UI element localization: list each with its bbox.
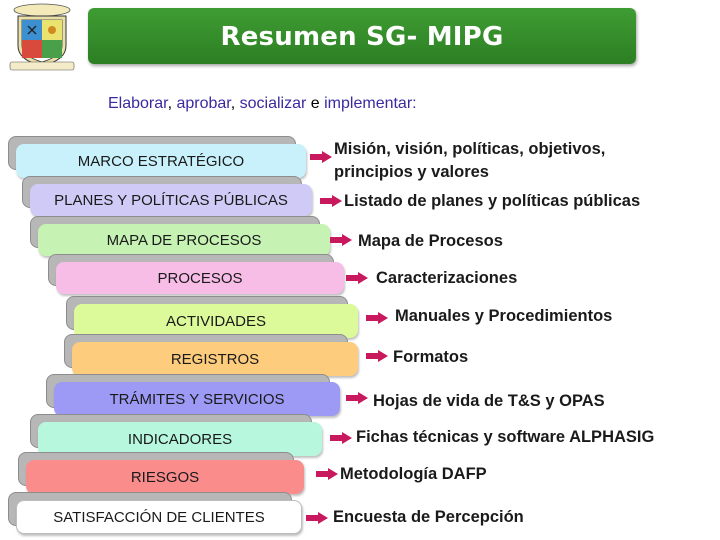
step-label: REGISTROS [170, 350, 260, 368]
step-label: RIESGOS [130, 468, 200, 486]
page-title: Resumen SG- MIPG [220, 22, 504, 52]
step-label: ACTIVIDADES [165, 312, 267, 330]
title-banner [88, 8, 636, 64]
right-arrow-icon [346, 272, 368, 284]
right-arrow-icon [316, 468, 338, 480]
coat-of-arms-icon [4, 2, 80, 74]
step-box [16, 500, 302, 534]
description-planes-politicas: Listado de planes y políticas públicas [344, 192, 641, 210]
right-arrow-icon [306, 512, 328, 524]
description-procesos: Caracterizaciones [376, 269, 518, 287]
step-label: PROCESOS [157, 269, 243, 287]
step-box [54, 382, 340, 416]
description-indicadores: Fichas técnicas y software ALPHASIG [356, 428, 655, 446]
step-box [56, 262, 344, 294]
instruction-subtitle [108, 95, 417, 113]
description-registros: Formatos [393, 348, 469, 366]
right-arrow-icon [330, 432, 352, 444]
step-box [26, 460, 304, 494]
right-arrow-icon [320, 195, 342, 207]
step-box [38, 224, 330, 256]
right-arrow-icon [310, 151, 332, 163]
verb-elaborar: Elaborar [108, 95, 168, 112]
step-label: SATISFACCIÓN DE CLIENTES [53, 508, 265, 526]
description-tramites-servicios: Hojas de vida de T&S y OPAS [373, 392, 605, 410]
step-label: MARCO ESTRATÉGICO [77, 152, 245, 170]
step-label: INDICADORES [127, 430, 233, 448]
description-actividades: Manuales y Procedimientos [395, 307, 613, 325]
description-satisfaccion-clientes: Encuesta de Percepción [333, 508, 524, 526]
step-box [72, 342, 358, 376]
step-box [30, 184, 312, 216]
step-box [74, 304, 358, 338]
verb-implementar: implementar: [324, 95, 417, 112]
step-label: MAPA DE PROCESOS [106, 231, 262, 249]
verb-socializar: socializar [239, 95, 307, 112]
right-arrow-icon [346, 392, 368, 404]
verb-aprobar: aprobar [176, 95, 231, 112]
step-label: PLANES Y POLÍTICAS PÚBLICAS [54, 191, 288, 209]
description-mapa-procesos: Mapa de Procesos [358, 232, 503, 250]
right-arrow-icon [330, 234, 352, 246]
step-label: TRÁMITES Y SERVICIOS [109, 390, 285, 408]
subtitle-separator: , [230, 95, 240, 112]
description-marco-estrategico: Misión, visión, políticas, objetivos, principios y valores [334, 140, 606, 181]
right-arrow-icon [366, 312, 388, 324]
description-riesgos: Metodología DAFP [340, 465, 487, 483]
step-box [38, 422, 322, 456]
right-arrow-icon [366, 350, 388, 362]
step-box [16, 144, 306, 178]
subtitle-separator: , [167, 95, 177, 112]
subtitle-conjunction: e [306, 95, 325, 112]
